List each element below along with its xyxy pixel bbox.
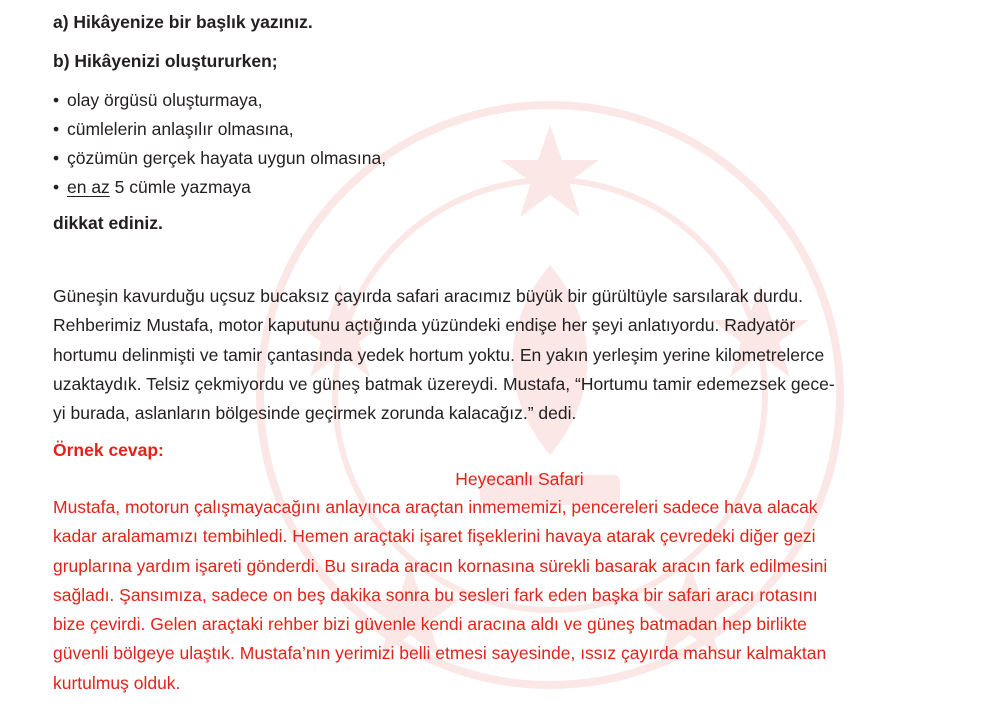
example-story-title: Heyecanlı Safari bbox=[455, 469, 584, 489]
answer-line: bize çevirdi. Gelen araçtaki rehber bizi güvenle kendi aracına aldı ve güneş batmadan hep birlikte bbox=[53, 614, 807, 635]
answer-line: sağladı. Şansımıza, sadece on beş dakika sonra bu sesleri fark eden başka bir safari aracı rotasını bbox=[53, 584, 818, 605]
list-item: • en az 5 cümle yazmaya bbox=[53, 173, 386, 202]
list-item: • cümlelerin anlaşılır olmasına, bbox=[53, 115, 386, 144]
story-line: yi burada, aslanların bölgesinde geçirmek zorunda kalacağız.” dedi. bbox=[53, 403, 577, 424]
bullet-icon: • bbox=[53, 177, 60, 197]
list-item: • çözümün gerçek hayata uygun olmasına, bbox=[53, 144, 386, 173]
bullet-icon: • bbox=[53, 119, 60, 139]
story-line: uzaktaydık. Telsiz çekmiyordu ve güneş batmak üzereydi. Mustafa, “Hortumu tamir edemezsek gece- bbox=[53, 373, 835, 394]
story-paragraph bbox=[53, 282, 978, 428]
requirement-list bbox=[53, 86, 386, 202]
task-item-b: b) Hikâyenizi oluştururken; bbox=[53, 51, 278, 71]
list-item: • olay örgüsü oluşturmaya, bbox=[53, 86, 386, 115]
story-line: hortumu delinmişti ve tamir çantasında yedek hortum yoktu. En yakın yerleşim yerine kilometrelerce bbox=[53, 344, 825, 365]
story-line: Rehberimiz Mustafa, motor kaputunu açtığında yüzündeki endişe her şeyi anlatıyordu. Radyatör bbox=[53, 315, 796, 336]
bullet-icon: • bbox=[53, 90, 60, 110]
underlined-text: en az bbox=[67, 177, 110, 197]
answer-line: gruplarına yardım işareti gönderdi. Bu sırada aracın kornasına sürekli basarak aracın fark edilmesini bbox=[53, 555, 828, 576]
bullet-icon: • bbox=[53, 148, 60, 168]
task-item-a: a) Hikâyenize bir başlık yazınız. bbox=[53, 12, 313, 32]
answer-line: kurtulmuş olduk. bbox=[53, 672, 181, 693]
answer-line: kadar aralamamızı tembihledi. Hemen araçtaki işaret fişeklerini havaya atarak çevredeki diğer gezi bbox=[53, 526, 816, 547]
task-closing: dikkat ediniz. bbox=[53, 213, 163, 233]
story-line: Güneşin kavurduğu uçsuz bucaksız çayırda safari aracımız büyük bir gürültüyle sarsılarak durdu. bbox=[53, 286, 803, 306]
example-answer-label: Örnek cevap: bbox=[53, 440, 164, 460]
answer-line: Mustafa, motorun çalışmayacağını anlayınca araçtan inmememizi, pencereleri sadece hava alacak bbox=[53, 497, 818, 517]
answer-line: güvenli bölgeye ulaştık. Mustafa’nın yerimizi belli etmesi sayesinde, ıssız çayırda mahsur kalmaktan bbox=[53, 643, 827, 664]
example-answer-paragraph bbox=[53, 493, 983, 698]
